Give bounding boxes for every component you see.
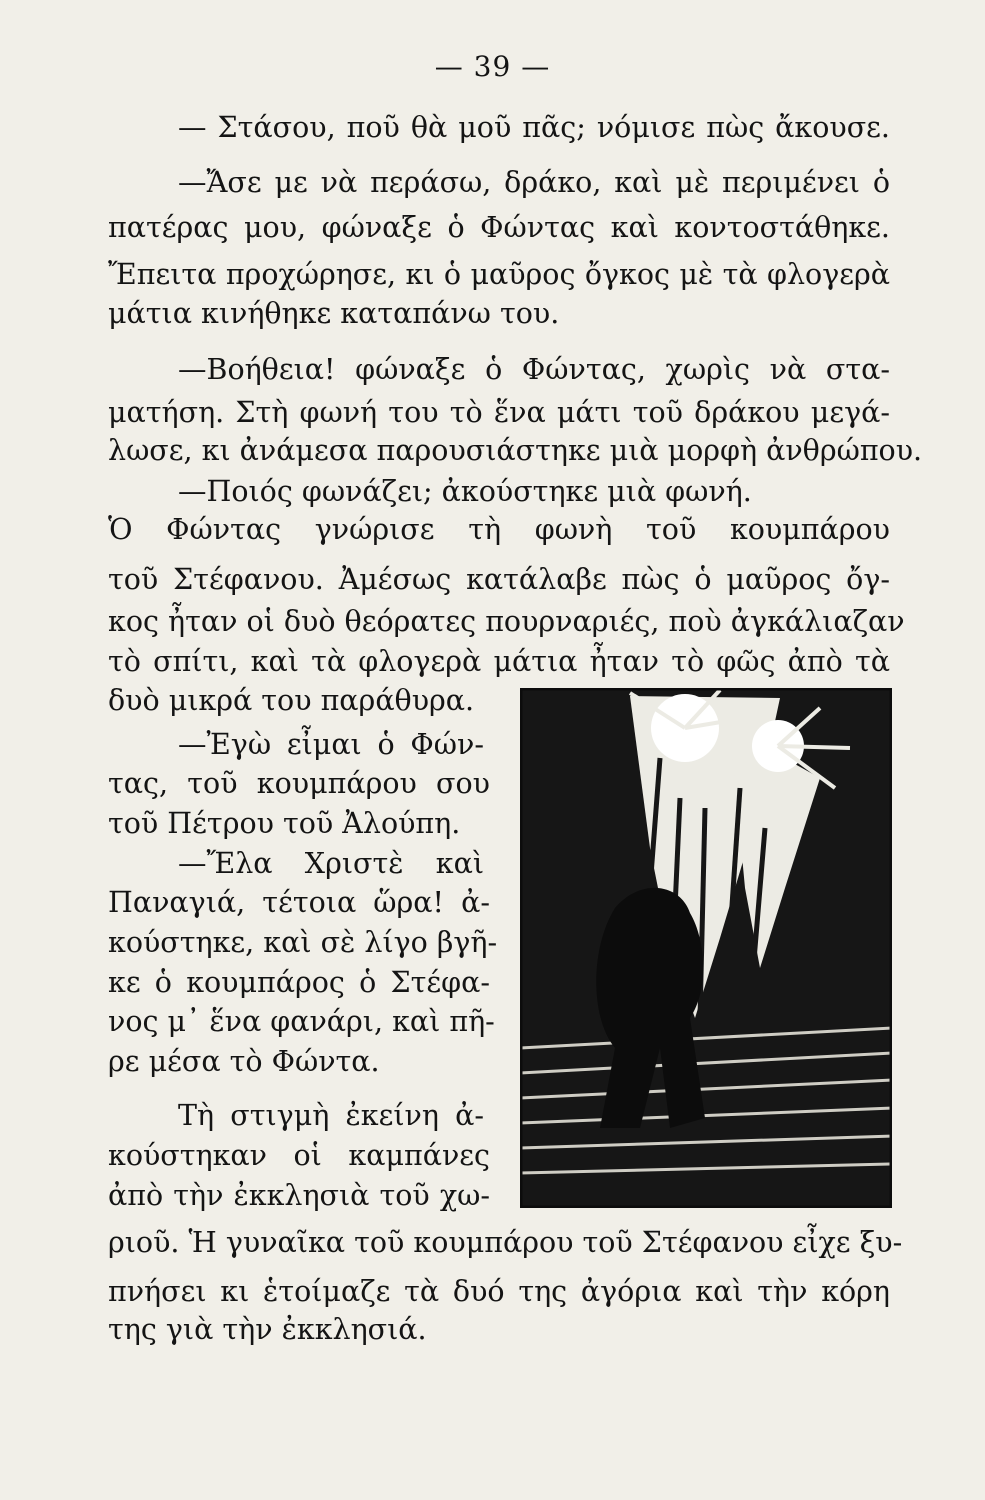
text-line: της γιὰ τὴν ἐκκλησιά. xyxy=(108,1313,427,1346)
page-number: — 39 — xyxy=(434,50,551,83)
text-line: ματήση. Στὴ φωνή του τὸ ἕνα μάτι τοῦ δράκου μεγά- xyxy=(108,396,890,429)
text-line: λωσε, κι ἀνάμεσα παρουσιάστηκε μιὰ μορφὴ ἀνθρώπου. xyxy=(108,434,923,467)
text-line: —Ἔλα Χριστὲ καὶ xyxy=(178,847,484,880)
text-line: νος μ᾿ ἕνα φανάρι, καὶ πῆ- xyxy=(108,1005,495,1038)
text-line: τας, τοῦ κουμπάρου σου xyxy=(108,767,490,800)
text-line: ριοῦ. Ἡ γυναῖκα τοῦ κουμπάρου τοῦ Στέφανου εἶχε ξυ- xyxy=(108,1226,903,1259)
woodcut-drawing xyxy=(520,688,892,1208)
text-line: τοῦ Στέφανου. Ἀμέσως κατάλαβε πὼς ὁ μαῦρος ὄγ- xyxy=(108,563,890,596)
text-line: Παναγιά, τέτοια ὥρα! ἀ- xyxy=(108,886,490,919)
text-line: —Βοήθεια! φώναξε ὁ Φώντας, χωρὶς νὰ στα- xyxy=(178,353,890,386)
text-line: Ἔπειτα προχώρησε, κι ὁ μαῦρος ὄγκος μὲ τὰ φλογερὰ xyxy=(108,258,890,291)
text-line: πατέρας μου, φώναξε ὁ Φώντας καὶ κοντοστάθηκε. xyxy=(108,211,890,244)
text-line: δυὸ μικρά του παράθυρα. xyxy=(108,684,475,717)
text-line: — Στάσου, ποῦ θὰ μοῦ πᾶς; νόμισε πὼς ἄκουσε. xyxy=(178,111,890,144)
text-line: Ὁ Φώντας γνώρισε τὴ φωνὴ τοῦ κουμπάρου xyxy=(108,513,890,546)
text-line: κος ἦταν οἱ δυὸ θεόρατες πουρναριές, ποὺ ἀγκάλιαζαν xyxy=(108,605,905,638)
text-line: μάτια κινήθηκε καταπάνω του. xyxy=(108,297,560,330)
text-line: —Ἄσε με νὰ περάσω, δράκο, καὶ μὲ περιμένει ὁ xyxy=(178,166,890,199)
text-line: Τὴ στιγμὴ ἐκείνη ἀ- xyxy=(178,1099,484,1132)
text-line: ρε μέσα τὸ Φώντα. xyxy=(108,1045,380,1078)
text-line: κούστηκαν οἱ καμπάνες xyxy=(108,1139,490,1172)
woodcut-illustration xyxy=(520,688,892,1208)
text-line: τοῦ Πέτρου τοῦ Ἀλούπη. xyxy=(108,807,461,840)
text-line: κε ὁ κουμπάρος ὁ Στέφα- xyxy=(108,966,490,999)
text-line: ἀπὸ τὴν ἐκκλησιὰ τοῦ χω- xyxy=(108,1179,490,1212)
text-line: πνήσει κι ἑτοίμαζε τὰ δυό της ἀγόρια καὶ τὴν κόρη xyxy=(108,1275,890,1308)
text-line: —Ἐγὼ εἶμαι ὁ Φών- xyxy=(178,728,484,761)
text-line: —Ποιός φωνάζει; ἀκούστηκε μιὰ φωνή. xyxy=(178,475,752,508)
text-line: τὸ σπίτι, καὶ τὰ φλογερὰ μάτια ἦταν τὸ φῶς ἀπὸ τὰ xyxy=(108,645,890,678)
text-line: κούστηκε, καὶ σὲ λίγο βγῆ- xyxy=(108,926,498,959)
